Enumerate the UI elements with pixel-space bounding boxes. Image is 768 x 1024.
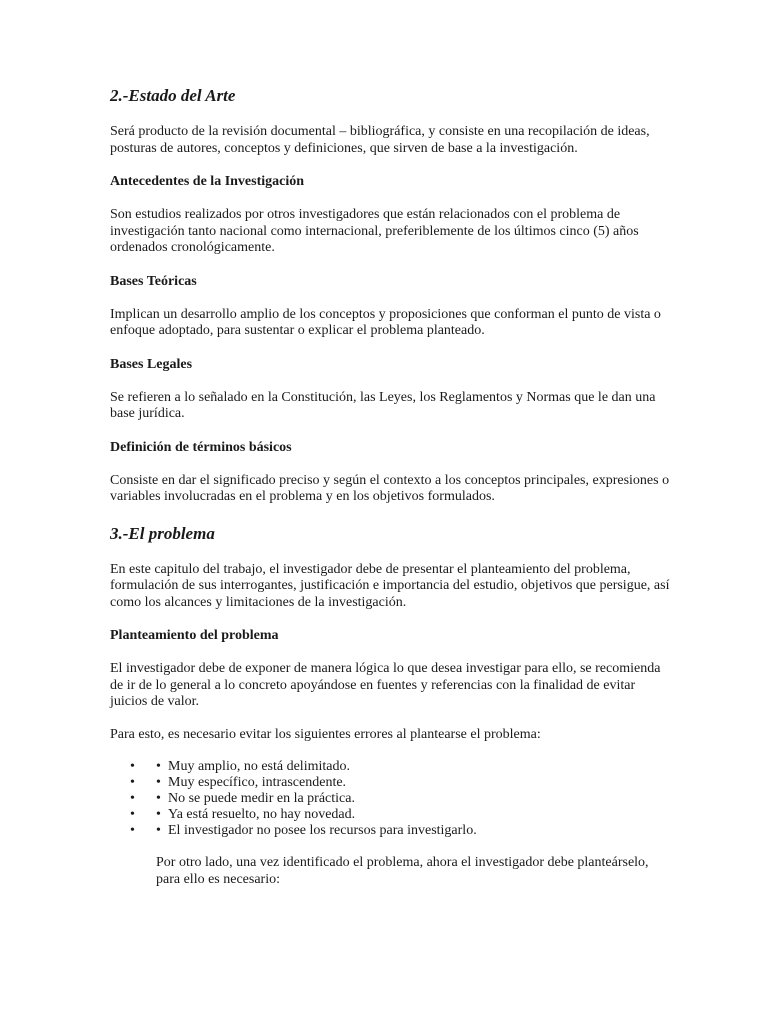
errores-intro-paragraph: Para esto, es necesario evitar los siguientes errores al plantearse el problema:	[110, 726, 541, 742]
final-paragraph: Por otro lado, una vez identificado el problema, ahora el investigador debe planteárselo, para ello es necesario:	[156, 855, 649, 887]
heading-bases-teoricas: Bases Teóricas	[110, 273, 197, 289]
definicion-paragraph: Consiste en dar el significado preciso y según el contexto a los conceptos principales, expresiones o variables involucradas en el problema y en los objetivos formulados.	[110, 472, 670, 504]
heading-bases-legales: Bases Legales	[110, 356, 193, 372]
bases-legales-paragraph: Se refieren a lo señalado en la Constitución, las Leyes, los Reglamentos y Normas que le dan una base jurídica.	[110, 389, 656, 421]
list-item: • • Muy específico, intrascendente.	[130, 775, 347, 790]
problema-intro-paragraph: En este capitulo del trabajo, el investigador debe de presentar el planteamiento del problema, formulación de sus interrogantes, justificación e importancia del estudio, objetivos que persigue, así como los alcances y limitaciones de la investigación.	[110, 561, 670, 610]
estado-intro-paragraph: Será producto de la revisión documental – bibliográfica, y consiste en una recopilación de ideas, posturas de autores, conceptos y definiciones, que sirven de base a la investigación.	[110, 124, 650, 156]
list-item: • • Muy amplio, no está delimitado.	[130, 759, 350, 774]
list-item: • • Ya está resuelto, no hay novedad.	[130, 807, 356, 822]
section-title-estado-del-arte: 2.-Estado del Arte	[110, 86, 236, 105]
list-item: • • No se puede medir en la práctica.	[130, 791, 355, 806]
antecedentes-paragraph: Son estudios realizados por otros investigadores que están relacionados con el problema de investigación tanto nacional como internacional, preferiblemente de los últimos cinco (5) años ordenados cronológicamente.	[110, 207, 639, 255]
heading-antecedentes: Antecedentes de la Investigación	[110, 174, 305, 189]
section-title-el-problema: 3.-El problema	[110, 523, 215, 543]
document-body	[110, 84, 670, 904]
list-item: • • El investigador no posee los recursos para investigarlo.	[130, 823, 477, 838]
planteamiento-paragraph: El investigador debe de exponer de manera lógica lo que desea investigar para ello, se recomienda de ir de lo general a lo concreto apoyándose en fuentes y referencias con la finalidad de evitar juicios de valor.	[110, 661, 661, 709]
heading-definicion-terminos: Definición de términos básicos	[110, 439, 292, 455]
bases-teoricas-paragraph: Implican un desarrollo amplio de los conceptos y proposiciones que conforman el punto de vista o enfoque adoptado, para sustentar o explicar el problema planteado.	[110, 306, 661, 338]
heading-planteamiento: Planteamiento del problema	[110, 628, 279, 643]
errores-list	[110, 759, 670, 839]
